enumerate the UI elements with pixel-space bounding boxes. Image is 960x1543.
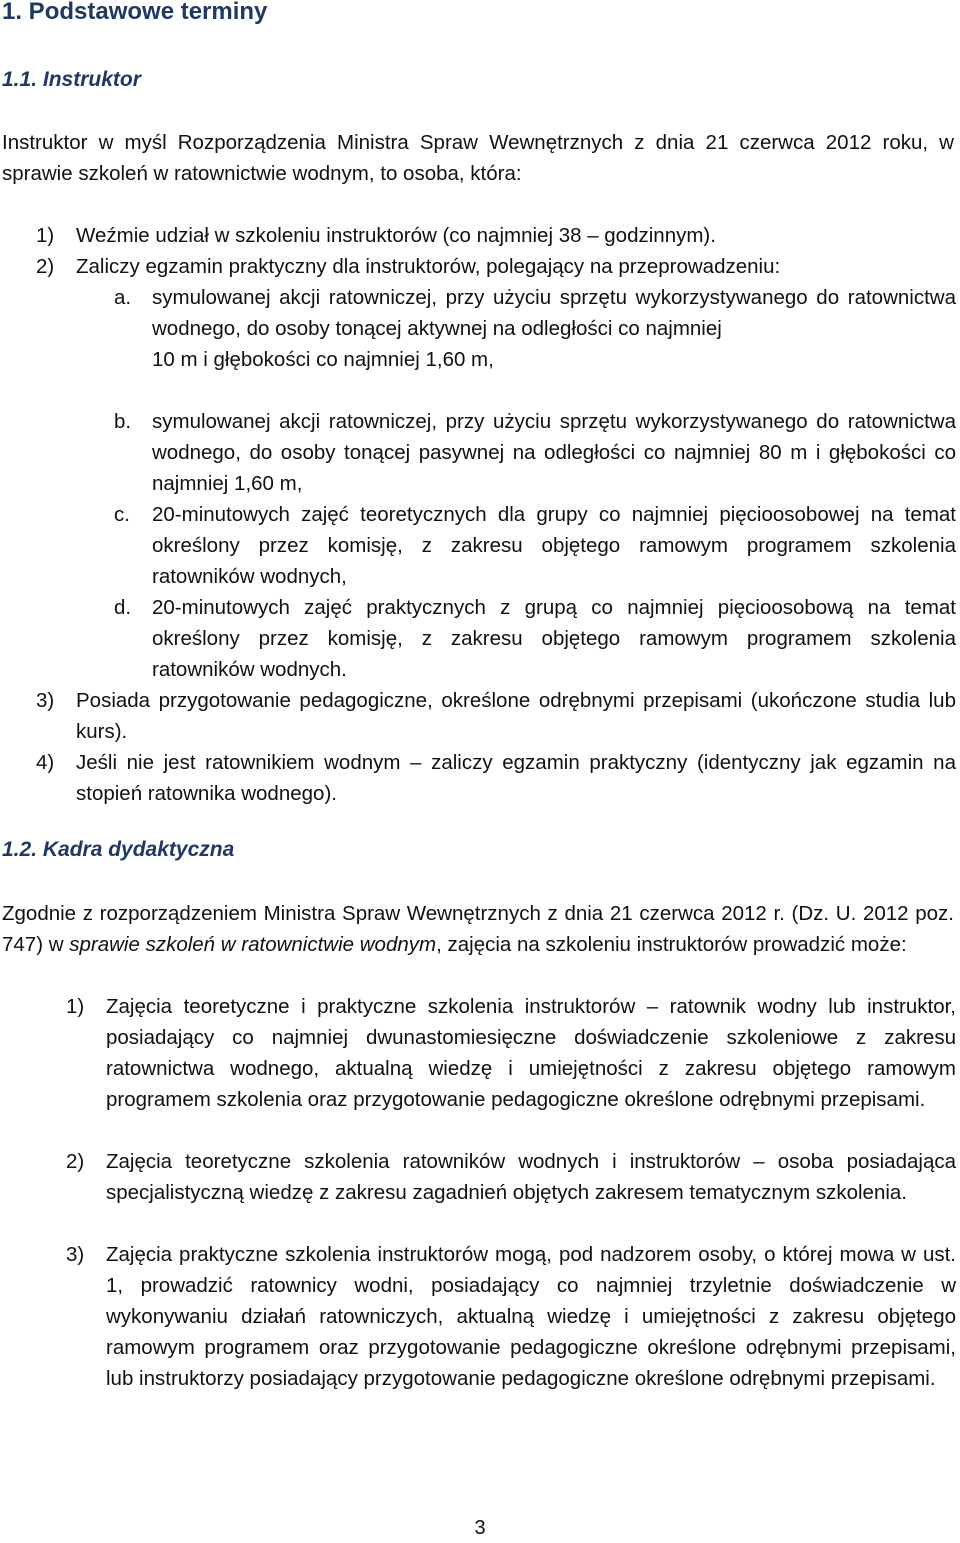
- sublist-text-continued: 10 m i głębokości co najmniej 1,60 m,: [152, 348, 494, 371]
- kadra-intro-paragraph: [2, 898, 954, 960]
- sublist-item: [114, 406, 956, 499]
- sublist-text: symulowanej akcji ratowniczej, przy użyciu sprzętu wykorzystywanego do ratownictwa wodnego, do osoby tonącej pasywnej na odległości co najmniej 80 m i głębokości co najmniej 1,60 m,: [152, 410, 956, 495]
- sublist-item: [114, 499, 956, 592]
- list-text: Zajęcia praktyczne szkolenia instruktorów mogą, pod nadzorem osoby, o której mowa w ust. 1, prowadzić ratownicy wodni, posiadający co najmniej trzyletnie doświadczenie w wykonywaniu działań ratowniczych, aktualną wiedzę i umiejętności z zakresu objętego ramowym programem oraz przygotowanie pedagogiczne określone odrębnymi przepisami, lub instruktorzy posiadający przygotowanie pedagogiczne określone odrębnymi przepisami.: [106, 1243, 956, 1390]
- kadra-intro-italic: sprawie szkoleń w ratownictwie wodnym: [69, 933, 437, 956]
- list-number: 1): [36, 224, 55, 247]
- list-number: 3): [36, 689, 55, 712]
- list-number: 3): [66, 1243, 85, 1266]
- sublist-letter: d.: [114, 596, 132, 619]
- list-text: Zajęcia teoretyczne i praktyczne szkolenia instruktorów – ratownik wodny lub instruktor, posiadający co najmniej dwunastomiesięczne doświadczenie szkoleniowe z zakresu ratownictwa wodnego, aktualną wiedzę i umiejętności z zakresu objętego ramowym programem szkolenia oraz przygotowanie pedagogiczne określone odrębnymi przepisami.: [106, 995, 956, 1111]
- list-text: Posiada przygotowanie pedagogiczne, określone odrębnymi przepisami (ukończone studia lub kurs).: [76, 689, 956, 743]
- list-item: [36, 220, 956, 251]
- kadra-intro-part2: , zajęcia na szkoleniu instruktorów prowadzić może:: [436, 933, 907, 956]
- list-item: [36, 685, 956, 747]
- sublist-letter: b.: [114, 410, 132, 433]
- list-number: 2): [66, 1150, 85, 1173]
- list-text: Zaliczy egzamin praktyczny dla instruktorów, polegający na przeprowadzeniu:: [76, 255, 781, 278]
- subsection-heading-instruktor: 1.1. Instruktor: [2, 68, 141, 91]
- page-number: 3: [474, 1517, 486, 1539]
- list-number: 1): [66, 995, 85, 1018]
- subsection-heading-kadra: 1.2. Kadra dydaktyczna: [2, 838, 235, 861]
- list-item: [36, 251, 956, 282]
- list-number: 4): [36, 751, 55, 774]
- sublist-text: symulowanej akcji ratowniczej, przy użyciu sprzętu wykorzystywanego do ratownictwa wodnego, do osoby tonącej aktywnej na odległości co najmniej: [152, 286, 956, 340]
- list-item: [36, 747, 956, 809]
- sublist-item: [114, 592, 956, 685]
- intro-paragraph: Instruktor w myśl Rozporządzenia Ministra Spraw Wewnętrznych z dnia 21 czerwca 2012 roku, w sprawie szkoleń w ratownictwie wodnym, to osoba, która:: [2, 131, 954, 185]
- list-item: [66, 1146, 956, 1208]
- list-item: [66, 1239, 956, 1394]
- sublist-text: 20-minutowych zajęć praktycznych z grupą co najmniej pięcioosobową na temat określony przez komisję, z zakresu objętego ramowym programem szkolenia ratowników wodnych.: [152, 596, 956, 681]
- sublist-letter: a.: [114, 286, 132, 309]
- section-heading: 1. Podstawowe terminy: [2, 0, 268, 25]
- sublist-item: [114, 282, 956, 375]
- list-text: Weźmie udział w szkoleniu instruktorów (co najmniej 38 – godzinnym).: [76, 224, 716, 247]
- list-item: [66, 991, 956, 1115]
- sublist-letter: c.: [114, 503, 130, 526]
- list-number: 2): [36, 255, 55, 278]
- sublist-text: 20-minutowych zajęć teoretycznych dla grupy co najmniej pięcioosobowej na temat określony przez komisję, z zakresu objętego ramowym programem szkolenia ratowników wodnych,: [152, 503, 956, 588]
- list-text: Jeśli nie jest ratownikiem wodnym – zaliczy egzamin praktyczny (identyczny jak egzamin na stopień ratownika wodnego).: [76, 751, 956, 805]
- kadra-intro-part1: Zgodnie z rozporządzeniem Ministra Spraw Wewnętrznych z dnia 21 czerwca 2012 r. (Dz. U. 2012 poz. 747) w: [2, 902, 954, 956]
- list-text: Zajęcia teoretyczne szkolenia ratowników wodnych i instruktorów – osoba posiadająca specjalistyczną wiedzę z zakresu zagadnień objętych zakresem tematycznym szkolenia.: [106, 1150, 956, 1204]
